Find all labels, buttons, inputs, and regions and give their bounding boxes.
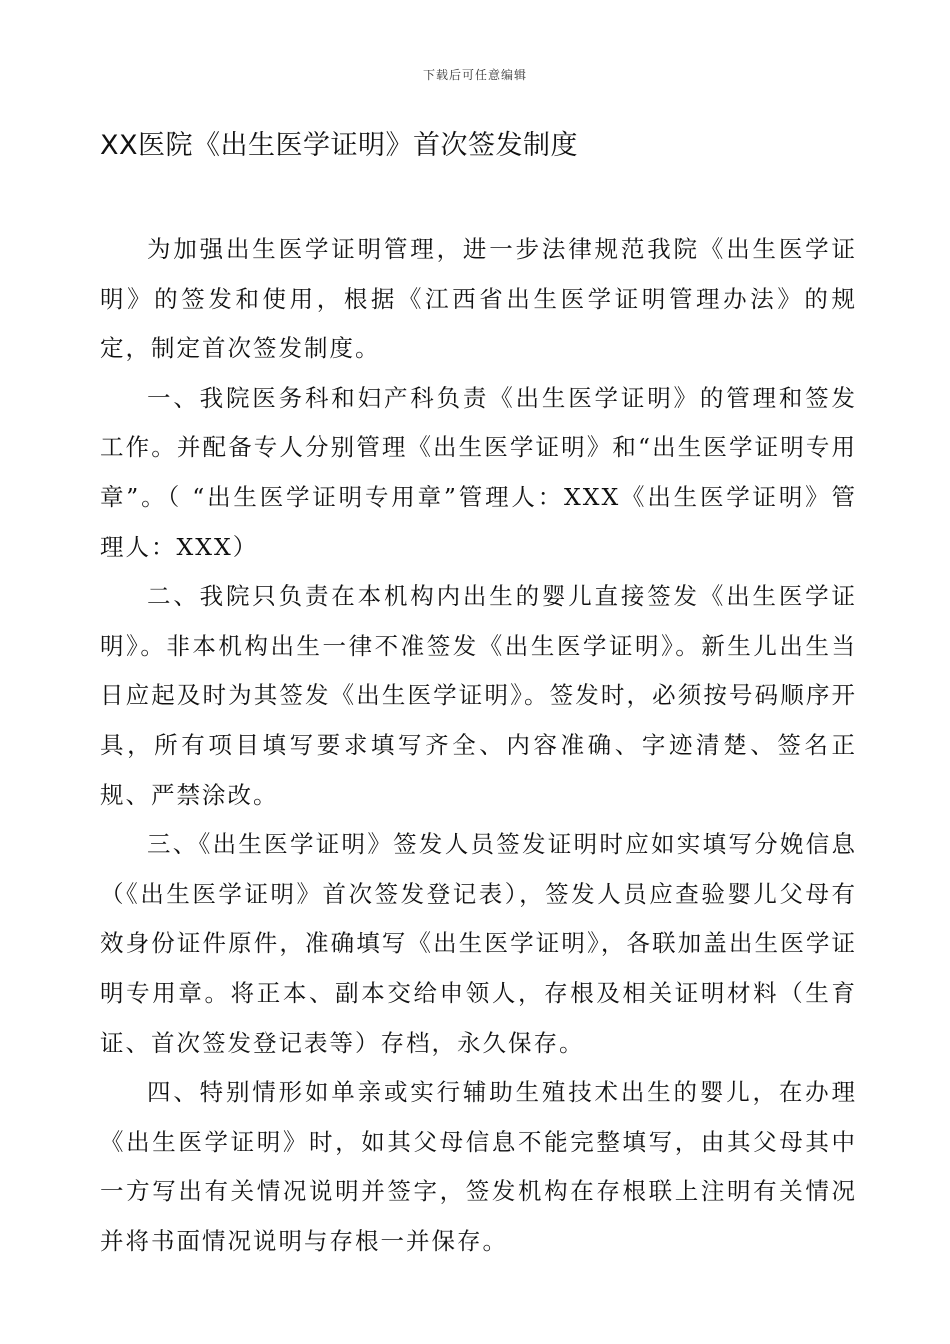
clause-1-paragraph: 一、我院医务科和妇产科负责《出生医学证明》的管理和签发工作。并配备专人分别管理《出生医学证明》和“出生医学证明专用章”。（ “出生医学证明专用章”管理人：XXX《出生医学证明》管理人：XXX） <box>100 383 857 561</box>
intro-paragraph: 为加强出生医学证明管理，进一步法律规范我院《出生医学证明》的签发和使用，根据《江西省出生医学证明管理办法》的规定，制定首次签发制度。 <box>100 235 857 363</box>
document-title: XX医院《出生医学证明》首次签发制度 <box>100 130 578 161</box>
clause-3-paragraph: 三、《出生医学证明》签发人员签发证明时应如实填写分娩信息（《出生医学证明》首次签发登记表），签发人员应查验婴儿父母有效身份证件原件，准确填写《出生医学证明》，各联加盖出生医学证明专用章。将正本、副本交给申领人，存根及相关证明材料（生育证、首次签发登记表等）存档，永久保存。 <box>100 830 857 1057</box>
document-body <box>100 225 857 1266</box>
page-header-note: 下载后可任意编辑 <box>422 68 527 82</box>
clause-4-paragraph: 四、特别情形如单亲或实行辅助生殖技术出生的婴儿，在办理《出生医学证明》时，如其父母信息不能完整填写，由其父母其中一方写出有关情况说明并签字，签发机构在存根联上注明有关情况并将书面情况说明与存根一并保存。 <box>100 1078 857 1255</box>
clause-2-paragraph: 二、我院只负责在本机构内出生的婴儿直接签发《出生医学证明》。非本机构出生一律不准签发《出生医学证明》。新生儿出生当日应起及时为其签发《出生医学证明》。签发时，必须按号码顺序开具，所有项目填写要求填写齐全、内容准确、字迹清楚、签名正规、严禁涂改。 <box>100 582 857 809</box>
